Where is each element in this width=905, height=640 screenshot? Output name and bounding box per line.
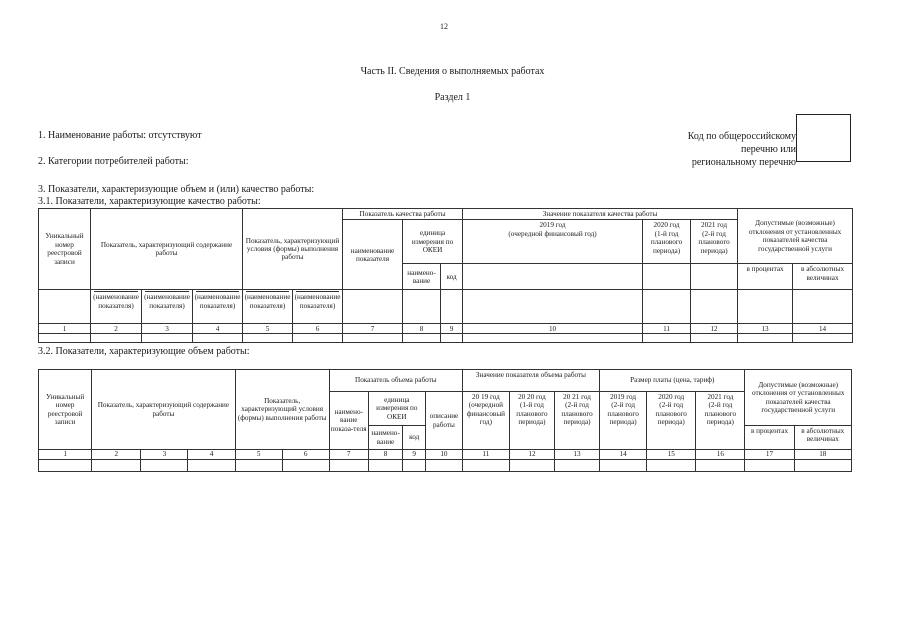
value-cell[interactable] (691, 264, 738, 290)
column-number: 13 (554, 450, 599, 460)
unit-name-header: наимено-вание (403, 264, 441, 290)
column-number: 7 (329, 450, 368, 460)
data-cell[interactable] (509, 460, 554, 472)
year-sub-label: (1-й год планового периода) (650, 229, 683, 255)
value-cell[interactable] (463, 264, 643, 290)
empty-cell (643, 290, 691, 324)
work-name-line: 1. Наименование работы: отсутствуют (38, 130, 202, 141)
sub-name-cell (142, 290, 193, 324)
code-label (640, 130, 796, 169)
column-number: 13 (738, 324, 793, 334)
data-cell[interactable] (696, 460, 745, 472)
deviation-absolute-header: в абсолютных величинах (794, 426, 851, 450)
quality-indicators-line: 3.1. Показатели, характеризующие качество работы: (38, 196, 261, 207)
year-label: 2020 год (658, 393, 685, 401)
year-sub-label: (2-й год планового периода) (607, 401, 639, 427)
column-number: 4 (188, 450, 235, 460)
content-indicator-header: Показатель, характеризующий содержание работы (91, 209, 243, 290)
quality-value-header: Значение показателя качества работы (463, 209, 738, 220)
data-cell[interactable] (92, 460, 141, 472)
part-title: Часть II. Сведения о выполняемых работах (360, 66, 545, 77)
empty-cell (343, 290, 403, 324)
fee-header: Размер платы (цена, тариф) (600, 370, 745, 392)
unit-name-header: наимено-вание (368, 426, 403, 450)
year-label: 20 21 год (563, 393, 591, 401)
data-cell[interactable] (600, 460, 647, 472)
fee-2021-header (696, 392, 745, 450)
column-number: 10 (463, 324, 643, 334)
column-number: 3 (142, 324, 193, 334)
column-number: 12 (509, 450, 554, 460)
data-row (39, 334, 853, 343)
volume-table (38, 369, 852, 472)
year-label: 2019 год (539, 221, 566, 230)
column-number: 2 (91, 324, 142, 334)
data-cell[interactable] (293, 334, 343, 343)
data-cell[interactable] (39, 460, 92, 472)
code-label-line: региональному перечню (691, 157, 796, 168)
data-cell[interactable] (243, 334, 293, 343)
deviation-header: Допустимые (возможные) отклонения от установленных показателей качества государственной услуги (738, 209, 853, 264)
year-label: 2021 год (701, 221, 728, 230)
value-cell[interactable] (643, 264, 691, 290)
sub-name-cell (293, 290, 343, 324)
data-cell[interactable] (39, 334, 91, 343)
column-number: 3 (141, 450, 188, 460)
year-2021-header (691, 220, 738, 264)
volume-value-header: Значение показателя объема работы (462, 370, 599, 392)
column-number: 14 (793, 324, 853, 334)
column-number: 10 (425, 450, 462, 460)
unit-header: единица измерения по ОКЕИ (368, 392, 425, 426)
empty-cell (39, 290, 91, 324)
quality-indicator-header: Показатель качества работы (343, 209, 463, 220)
indicator-name-header: наименование показателя (343, 220, 403, 290)
deviation-header: Допустимые (возможные) отклонения от установленных показателей качества государственной услуги (745, 370, 852, 426)
data-cell[interactable] (441, 334, 463, 343)
sub-name-cell (243, 290, 293, 324)
year-2019-header (463, 220, 643, 264)
data-cell[interactable] (282, 460, 329, 472)
quality-table (38, 208, 853, 343)
volume-indicator-header: Показатель объема работы (329, 370, 462, 392)
column-number: 12 (691, 324, 738, 334)
data-cell[interactable] (188, 460, 235, 472)
deviation-absolute-header: в абсолютных величинах (793, 264, 853, 290)
work-description-header: описание работы (425, 392, 462, 450)
sub-name-label: (наименование показателя) (144, 293, 190, 310)
column-number: 8 (368, 450, 403, 460)
sub-name-cell (91, 290, 142, 324)
unit-code-header: код (403, 426, 426, 450)
data-cell[interactable] (745, 460, 794, 472)
data-cell[interactable] (91, 334, 142, 343)
column-number: 15 (647, 450, 696, 460)
data-row (39, 460, 852, 472)
column-number: 11 (462, 450, 509, 460)
data-cell[interactable] (403, 334, 441, 343)
empty-cell (463, 290, 643, 324)
content-indicator-header: Показатель, характеризующий содержание работы (92, 370, 235, 450)
data-cell[interactable] (462, 460, 509, 472)
fee-2020-header (647, 392, 696, 450)
column-number-row (39, 324, 853, 334)
fee-2019-header (600, 392, 647, 450)
data-cell[interactable] (329, 460, 368, 472)
empty-cell (738, 290, 793, 324)
column-number: 8 (403, 324, 441, 334)
data-cell[interactable] (793, 334, 853, 343)
unique-record-header: Уникальный номер реестровой записи (39, 370, 92, 450)
data-cell[interactable] (647, 460, 696, 472)
column-number: 17 (745, 450, 794, 460)
data-cell[interactable] (425, 460, 462, 472)
column-number: 6 (293, 324, 343, 334)
data-cell[interactable] (343, 334, 403, 343)
volume-2021-header (554, 392, 599, 450)
column-number: 9 (441, 324, 463, 334)
deviation-percent-header: в процентах (738, 264, 793, 290)
data-cell[interactable] (643, 334, 691, 343)
consumer-category-line: 2. Категории потребителей работы: (38, 156, 189, 167)
sub-name-label: (наименование показателя) (93, 293, 139, 310)
year-label: 2020 год (653, 221, 680, 230)
sub-name-cell (193, 290, 243, 324)
year-sub-label: (очередной финансовый год) (508, 229, 597, 238)
data-cell[interactable] (738, 334, 793, 343)
data-cell[interactable] (463, 334, 643, 343)
column-number: 1 (39, 324, 91, 334)
column-number: 7 (343, 324, 403, 334)
year-label: 2021 год (707, 393, 734, 401)
code-label-line: Код по общероссийскому (687, 131, 796, 142)
column-number: 16 (696, 450, 745, 460)
unit-code-header: код (441, 264, 463, 290)
year-label: 20 19 год (472, 393, 500, 401)
year-sub-label: (2-й год планового периода) (698, 229, 730, 255)
column-number: 5 (235, 450, 282, 460)
page-number: 12 (440, 22, 448, 31)
data-cell[interactable] (142, 334, 193, 343)
column-number: 2 (92, 450, 141, 460)
empty-cell (793, 290, 853, 324)
column-number: 5 (243, 324, 293, 334)
empty-cell (441, 290, 463, 324)
year-label: 2019 год (610, 393, 637, 401)
data-cell[interactable] (403, 460, 426, 472)
year-sub-label: (2-й год планового периода) (655, 401, 687, 427)
sub-name-label: (наименование показателя) (244, 293, 291, 310)
year-sub-label: (2-й год планового периода) (561, 401, 593, 427)
column-number: 6 (282, 450, 329, 460)
unique-record-header: Уникальный номер реестровой записи (39, 209, 91, 290)
year-sub-label: (1-й год планового периода) (516, 401, 548, 427)
sub-header-row (39, 290, 853, 324)
year-label: 20 20 год (518, 393, 546, 401)
data-cell[interactable] (235, 460, 282, 472)
volume-2019-header (462, 392, 509, 450)
column-number: 4 (193, 324, 243, 334)
indicators-line: 3. Показатели, характеризующие объем и (или) качество работы: (38, 184, 315, 195)
code-input-box[interactable] (796, 114, 851, 162)
data-cell[interactable] (193, 334, 243, 343)
section-title: Раздел 1 (434, 92, 471, 103)
column-number: 18 (794, 450, 851, 460)
sub-name-label: (наименование показателя) (194, 293, 241, 310)
data-cell[interactable] (554, 460, 599, 472)
column-number: 1 (39, 450, 92, 460)
data-cell[interactable] (691, 334, 738, 343)
data-cell[interactable] (794, 460, 851, 472)
code-label-line: перечню или (740, 144, 796, 155)
column-number: 11 (643, 324, 691, 334)
deviation-percent-header: в процентах (745, 426, 794, 450)
data-cell[interactable] (368, 460, 403, 472)
column-number-row (39, 450, 852, 460)
empty-cell (403, 290, 441, 324)
year-sub-label: (очередной финансовый год) (466, 401, 506, 427)
volume-indicators-line: 3.2. Показатели, характеризующие объем работы: (38, 346, 250, 357)
year-2020-header (643, 220, 691, 264)
indicator-name-header: наимено-вание показа-теля (329, 392, 368, 450)
unit-header: единица измерения по ОКЕИ (403, 220, 463, 264)
data-cell[interactable] (141, 460, 188, 472)
conditions-indicator-header: Показатель, характеризующий условия (формы) выполнения работы (235, 370, 329, 450)
volume-2020-header (509, 392, 554, 450)
conditions-indicator-header: Показатель, характеризующий условия (формы) выполнения работы (243, 209, 343, 290)
column-number: 9 (403, 450, 426, 460)
year-sub-label: (2-й год планового периода) (704, 401, 737, 427)
empty-cell (691, 290, 738, 324)
column-number: 14 (600, 450, 647, 460)
sub-name-label: (наименование показателя) (294, 293, 341, 310)
